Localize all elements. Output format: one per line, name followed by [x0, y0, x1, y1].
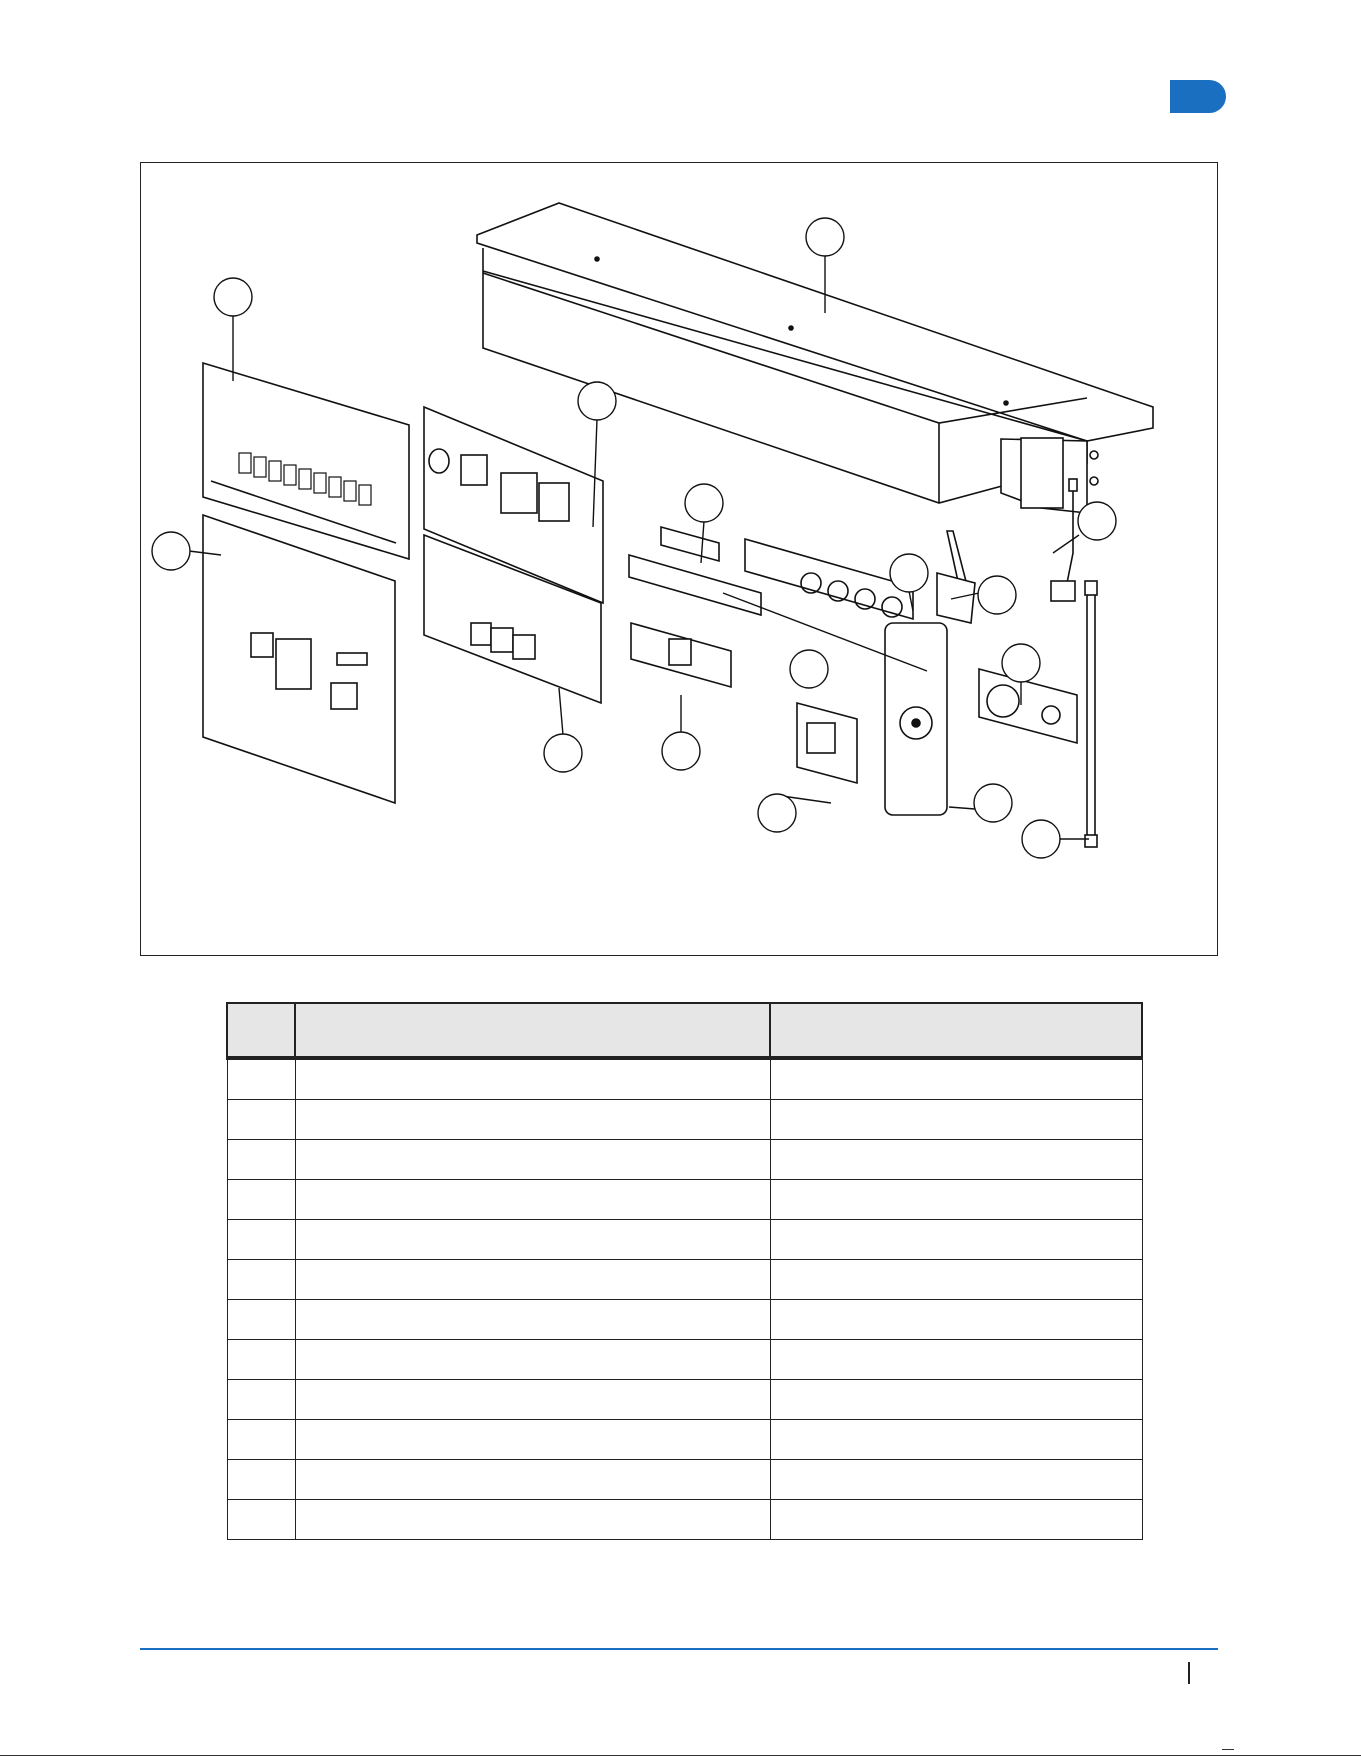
cell-item [227, 1500, 295, 1540]
cell-item [227, 1180, 295, 1220]
cell-description [295, 1420, 770, 1460]
cell-description [295, 1460, 770, 1500]
trim-mark [1222, 1749, 1234, 1750]
exploded-parts-diagram [140, 162, 1218, 956]
cell-part-number [770, 1460, 1142, 1500]
table-row [227, 1100, 1142, 1140]
cell-description [295, 1340, 770, 1380]
cell-item [227, 1340, 295, 1380]
table-row [227, 1500, 1142, 1540]
cell-description [295, 1380, 770, 1420]
cell-item [227, 1260, 295, 1300]
cell-item [227, 1300, 295, 1340]
remote-control [885, 623, 947, 815]
cell-part-number [770, 1380, 1142, 1420]
power-board [203, 515, 395, 803]
cell-description [295, 1140, 770, 1180]
header-part-number [770, 1003, 1142, 1058]
cell-description [295, 1180, 770, 1220]
table-row [227, 1260, 1142, 1300]
parts-table [226, 1002, 1143, 1540]
cell-part-number [770, 1220, 1142, 1260]
table-row [227, 1180, 1142, 1220]
cell-description [295, 1220, 770, 1260]
bracket [937, 531, 975, 623]
footer-rule [140, 1648, 1218, 1650]
cell-item [227, 1460, 295, 1500]
cell-item [227, 1100, 295, 1140]
display-module [631, 623, 731, 687]
sensor-cable [1085, 581, 1097, 847]
cell-part-number [770, 1058, 1142, 1100]
cell-item [227, 1140, 295, 1180]
cell-part-number [770, 1100, 1142, 1140]
cell-description [295, 1100, 770, 1140]
cell-item [227, 1380, 295, 1420]
page-bottom-line [0, 1755, 1361, 1756]
cell-description [295, 1058, 770, 1100]
cell-item [227, 1420, 295, 1460]
header-item [227, 1003, 295, 1058]
terminal-board [629, 555, 761, 615]
table-row [227, 1300, 1142, 1340]
header-description [295, 1003, 770, 1058]
cell-part-number [770, 1260, 1142, 1300]
button-panel [745, 539, 913, 619]
cell-item [227, 1220, 295, 1260]
cell-description [295, 1260, 770, 1300]
table-row [227, 1340, 1142, 1380]
table-row [227, 1420, 1142, 1460]
small-connector-board [661, 527, 719, 561]
page-number-divider [1188, 1662, 1190, 1684]
cell-description [295, 1300, 770, 1340]
cell-part-number [770, 1300, 1142, 1340]
cell-description [295, 1500, 770, 1540]
cell-part-number [770, 1500, 1142, 1540]
table-row [227, 1380, 1142, 1420]
cell-part-number [770, 1340, 1142, 1380]
wall-controller [797, 703, 857, 783]
table-row [227, 1140, 1142, 1180]
section-tab [1170, 80, 1226, 113]
table-row [227, 1220, 1142, 1260]
table-row [227, 1460, 1142, 1500]
cell-item [227, 1058, 295, 1100]
cell-part-number [770, 1180, 1142, 1220]
table-row [227, 1058, 1142, 1100]
cell-part-number [770, 1140, 1142, 1180]
cell-part-number [770, 1420, 1142, 1460]
table-header-row [227, 1003, 1142, 1058]
